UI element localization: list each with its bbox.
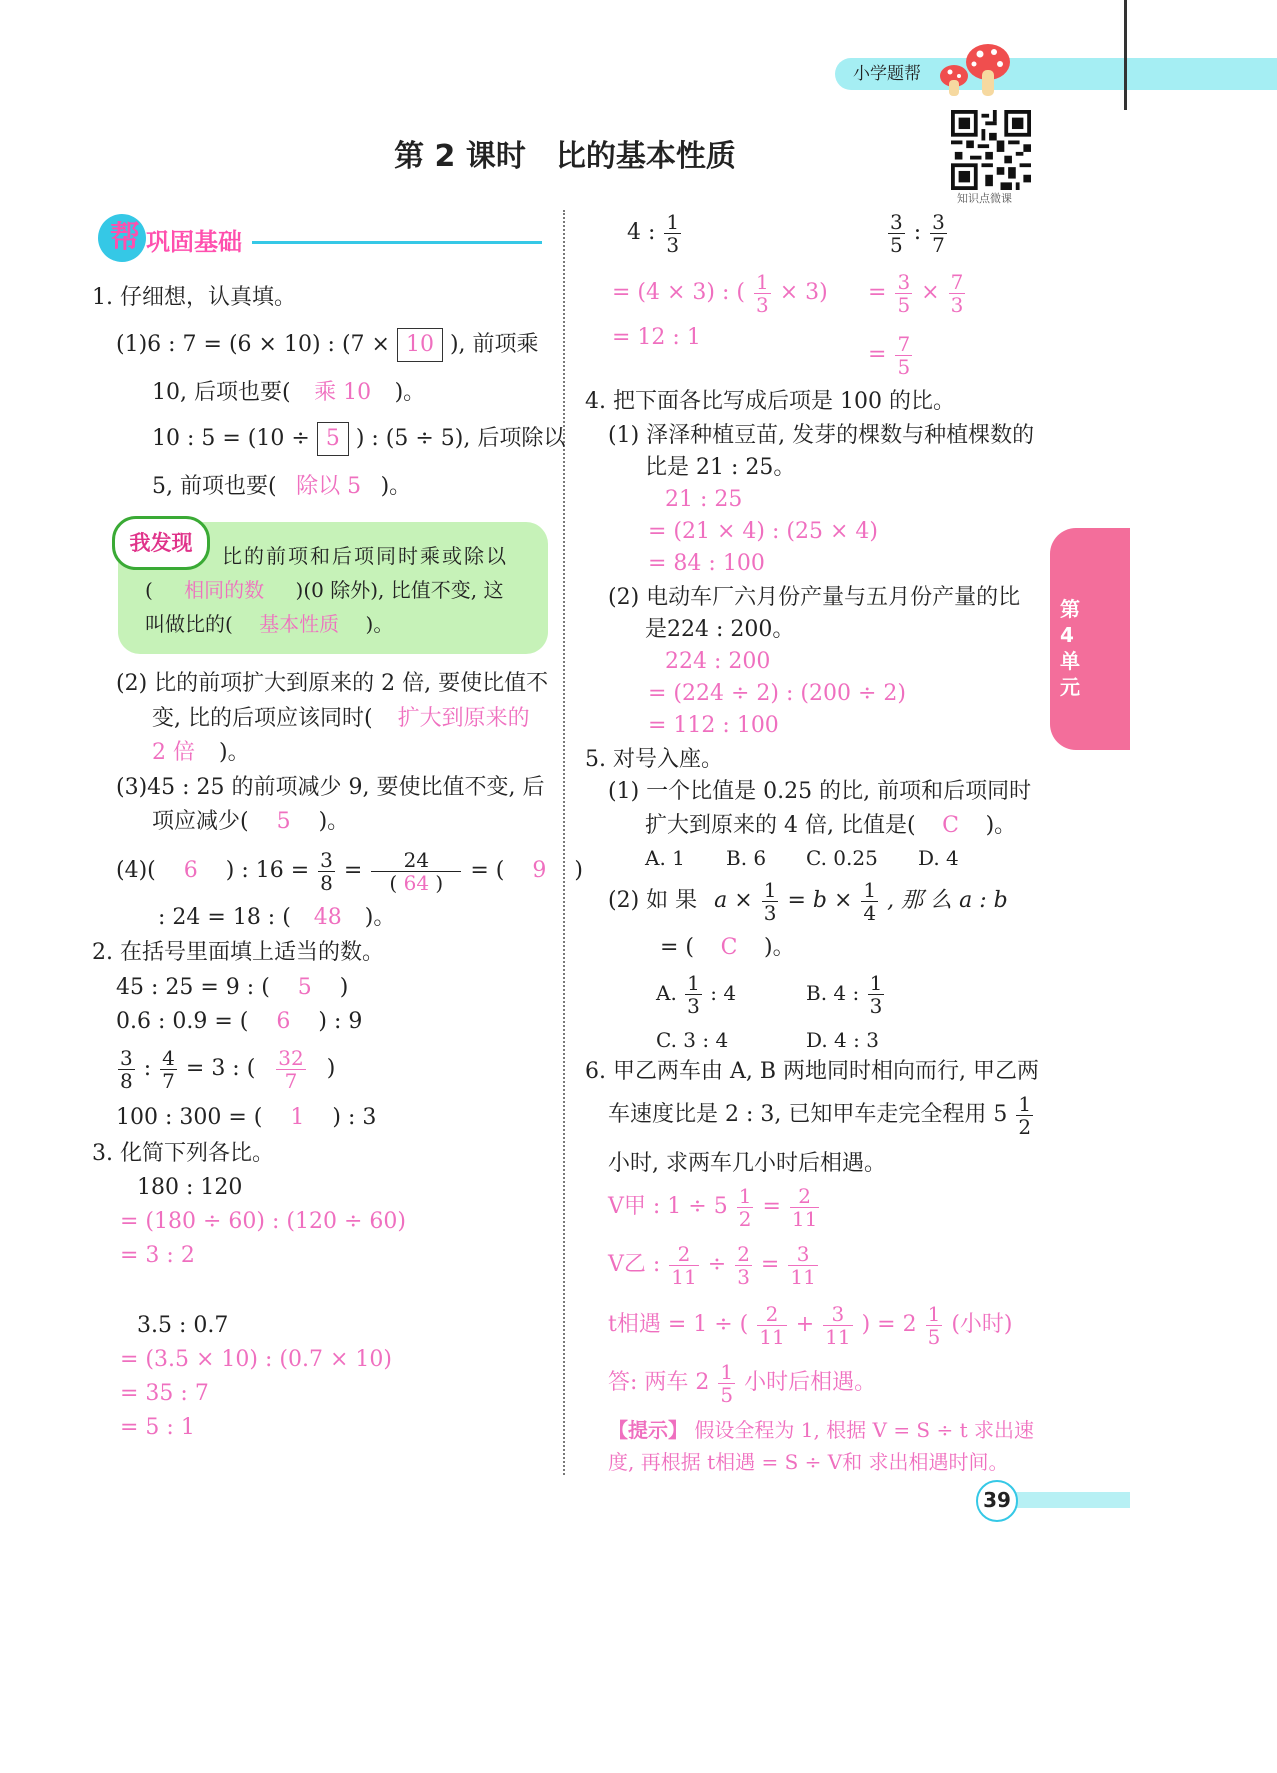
q1-p3-line2 (152, 806, 349, 838)
q3-d-q-frac1 (888, 211, 905, 256)
q1-p4-frac1 (318, 849, 335, 894)
q6-s1-a: V甲 : 1 ÷ 5 (608, 1194, 728, 1219)
q6-ans-frac (718, 1361, 735, 1406)
page-number: 39 (983, 1488, 1011, 1512)
q6-hint-tag: 【提示】 (608, 1418, 688, 1442)
q5-p2-opt-d[interactable]: D. 4 : 3 (806, 1028, 879, 1052)
q6-s3-frac2 (823, 1303, 852, 1348)
q1-p1-line1-b: ), 前项乘 (449, 332, 539, 357)
q6-s1-frac2 (790, 1185, 819, 1230)
q1-p2-line3-b: )。 (219, 740, 250, 765)
q6-s2-eq: = (760, 1252, 780, 1277)
q6-ans-b: 小时后相遇。 (744, 1370, 877, 1395)
q2-r4-a: 100 : 300 = ( (116, 1105, 263, 1130)
discover-line3-b: )。 (365, 612, 394, 636)
q1-p3-line1: (3)45 : 25 的前项减少 9, 要使比值不变, 后 (116, 775, 545, 800)
q6-line2 (608, 1090, 1035, 1140)
q1-p4-ans1[interactable]: 6 (183, 858, 198, 883)
q1-p2-ans-a[interactable]: 扩大到原来的 (397, 706, 530, 731)
q1-p4-ans2[interactable]: 64 (403, 870, 430, 895)
q6-s3-n1: 2 (757, 1303, 786, 1326)
q4-p2-step3: = 112 : 100 (648, 713, 779, 738)
q6-line1: 6. 甲乙两车由 A, B 两地同时相向而行, 甲乙两 (585, 1059, 1039, 1084)
q3-d-s1-d1: 5 (897, 292, 911, 317)
q1-p3-line2-a: 项应减少( (152, 809, 249, 834)
q4-p1-line1: (1) 泽泽种植豆苗, 发芽的棵数与种植棵数的 (608, 423, 1035, 448)
q2-r4-b: ) : 3 (332, 1105, 377, 1130)
q5-stem: 5. 对号入座。 (585, 747, 723, 772)
q6-s3-frac1 (757, 1303, 786, 1348)
q1-p1-line2 (152, 377, 425, 409)
q5-optA-frac (685, 972, 702, 1017)
q5-p2-l2-a: = ( (660, 935, 695, 960)
q3-c-q-d: 3 (666, 232, 680, 257)
q3-d-q-d2: 7 (932, 232, 945, 257)
q6-l2-a: 车速度比是 2 : 3, 已知甲车走完全程用 5 (608, 1102, 1008, 1127)
q2-r3-frac2 (160, 1047, 177, 1092)
q3-c-step2: = 12 : 1 (612, 325, 701, 350)
q6-step1 (608, 1182, 821, 1232)
q4-p1-line2: 比是 21 : 25。 (645, 455, 796, 480)
q3-d-s2-n: 7 (897, 331, 911, 356)
q5-optA-a: A. (656, 981, 677, 1005)
q1-p2-line2-a: 变, 比的后项应该同时( (152, 706, 373, 731)
q4-p1-step3: = 84 : 100 (648, 551, 765, 576)
q1-p2-line1: (2) 比的前项扩大到原来的 2 倍, 要使比值不 (116, 671, 549, 696)
q5-p2-ans[interactable]: C (720, 935, 738, 960)
q1-p1-line2-a: 10, 后项也要( (152, 380, 291, 405)
section-badge-char: 帮 (110, 220, 140, 255)
q4-p2-step2: = (224 ÷ 2) : (200 ÷ 2) (648, 681, 906, 706)
q1-p4-frac1-d: 8 (320, 870, 333, 895)
q6-s2-n1: 2 (669, 1243, 698, 1266)
q3-c-question (627, 208, 683, 258)
q5-p1-opt-c[interactable]: C. 0.25 (806, 846, 878, 870)
q2-r3-b: ) (326, 1056, 336, 1081)
discover-line2 (145, 574, 503, 606)
q4-p2-step1: 224 : 200 (665, 649, 771, 674)
q5-p2-f2d: 4 (863, 900, 877, 925)
q5-p2-line2 (660, 932, 795, 964)
q1-p1-line3 (152, 422, 565, 456)
discover-ans2[interactable]: 基本性质 (259, 612, 340, 636)
q3-c-q-n: 1 (666, 209, 680, 234)
column-divider (563, 210, 565, 1475)
q3-d-q-d1: 5 (890, 232, 903, 257)
q2-r1-a: 45 : 25 = 9 : ( (116, 975, 270, 1000)
q2-r3-a: = 3 : ( (185, 1056, 256, 1081)
q2-row2 (116, 1006, 362, 1038)
q2-stem: 2. 在括号里面填上适当的数。 (92, 940, 384, 965)
q2-r3-f2d: 7 (162, 1068, 175, 1093)
q1-p4-frac2 (371, 849, 461, 894)
discover-line2-a: ( (145, 578, 153, 602)
discover-line3 (145, 608, 393, 640)
q3-d-question (886, 208, 949, 258)
q6-s1-d1: 2 (738, 1206, 752, 1231)
q5-p2-d: , 那 么 a : b (887, 888, 1008, 913)
q5-p1-l2-a: 扩大到原来的 4 倍, 比值是( (645, 813, 916, 838)
q6-s2-d1: 11 (671, 1264, 697, 1289)
q5-p2-b: a × (714, 888, 753, 913)
q1-p3-ans[interactable]: 5 (276, 809, 291, 834)
q1-p4-ans4[interactable]: 48 (313, 905, 342, 930)
discover-tag: 我发现 (112, 516, 210, 570)
q2-r4-ans[interactable]: 1 (290, 1105, 305, 1130)
q5-p1-opt-b[interactable]: B. 6 (726, 846, 767, 870)
q5-p1-line1: (1) 一个比值是 0.25 的比, 前项和后项同时 (608, 779, 1032, 804)
q3-d-s1-frac1 (895, 271, 912, 316)
q6-s2-frac2 (735, 1243, 752, 1288)
q3-d-s1-frac2 (949, 271, 966, 316)
q5-p1-l2-b: )。 (985, 813, 1017, 838)
q5-p1-opt-d[interactable]: D. 4 (918, 846, 959, 870)
q3-c-q-a: 4 : (627, 220, 656, 245)
q2-r2-a: 0.6 : 0.9 = ( (116, 1009, 249, 1034)
q1-p1-line4-a: 5, 前项也要( (152, 474, 277, 499)
q2-r3-frac1 (118, 1047, 135, 1092)
q1-p1-ans1[interactable]: 乘 10 (314, 380, 372, 405)
q1-p1-ans2[interactable]: 除以 5 (296, 474, 362, 499)
q3-c-s1-b: × 3) (779, 280, 828, 305)
q2-row1 (116, 972, 348, 1004)
q2-r1-ans[interactable]: 5 (297, 975, 312, 1000)
q4-p2-line2: 是224 : 200。 (645, 617, 795, 642)
q3-d-s1-n2: 7 (950, 269, 964, 294)
mushroom-icon (938, 40, 1018, 100)
q6-s2-d2: 3 (737, 1264, 750, 1289)
q1-p2-line3 (152, 737, 250, 769)
q6-hint-line2: 度, 再根据 t相遇 = S ÷ V和 求出相遇时间。 (608, 1450, 1009, 1474)
q5-p2-line1 (608, 876, 1008, 926)
q6-ans-n: 1 (720, 1359, 734, 1384)
q4-p1-step2: = (21 × 4) : (25 × 4) (648, 519, 878, 544)
q1-p2-ans-b[interactable]: 2 倍 (152, 740, 195, 765)
q5-p2-f2n: 1 (863, 877, 877, 902)
q6-s3-frac3 (926, 1303, 943, 1348)
q5-optA-n: 1 (687, 971, 700, 995)
q3-d-step2 (868, 330, 914, 380)
q3-a-question: 180 : 120 (137, 1175, 243, 1200)
q2-r1-b: ) (339, 975, 349, 1000)
q3-d-s1-eq: = (868, 280, 887, 305)
q5-p2-a: (2) 如 果 (608, 888, 698, 913)
q1-p1-line1-a: (1)6 : 7 = (6 × 10) : (7 × (116, 332, 390, 357)
q6-s3-plus: + (795, 1312, 815, 1337)
footer-bar (1000, 1492, 1130, 1508)
q6-hint-l1: 假设全程为 1, 根据 V = S ÷ t 求出速 (694, 1418, 1034, 1442)
q3-b-step2: = 35 : 7 (120, 1381, 209, 1406)
q2-r3-f1d: 8 (120, 1068, 133, 1093)
q5-p2-f1n: 1 (763, 877, 777, 902)
q1-stem: 1. 仔细想，认真填。 (92, 285, 296, 310)
q5-optB-a: B. 4 : (806, 981, 860, 1005)
q6-s3-n3: 1 (927, 1301, 941, 1326)
q2-r3-ansd: 7 (284, 1068, 298, 1093)
q1-p1-line4-b: )。 (380, 474, 412, 499)
q1-p4-frac2-dr: ) (435, 870, 444, 895)
q5-optB-d: 3 (869, 994, 883, 1018)
q1-p4-eq: = (343, 858, 363, 883)
q2-r3-colon: : (143, 1056, 152, 1081)
q3-d-s2-d: 5 (897, 354, 911, 379)
qr-caption: 知识点微课 (957, 192, 1012, 205)
q6-s1-n2: 2 (790, 1185, 819, 1208)
q3-d-step1 (868, 268, 967, 318)
q1-p2-line2 (152, 703, 530, 735)
q3-c-q-frac (664, 211, 681, 256)
q6-s2-n3: 3 (788, 1243, 817, 1266)
q1-p1-box1[interactable]: 10 (397, 328, 443, 362)
q6-ans-d: 5 (720, 1382, 734, 1407)
q3-d-q-n1: 3 (890, 209, 903, 234)
q3-stem: 3. 化简下列各比。 (92, 1141, 274, 1166)
q3-b-step3: = 5 : 1 (120, 1415, 195, 1440)
q1-p3-line2-b: )。 (318, 809, 350, 834)
q3-c-s1-a: = (4 × 3) : ( (612, 280, 745, 305)
q3-d-s2-eq: = (868, 342, 887, 367)
q1-p4-b: ) : 16 = (225, 858, 310, 883)
q6-s2-frac1 (669, 1243, 698, 1288)
q6-s2-frac3 (788, 1243, 817, 1288)
q6-s3-c: (小时) (951, 1312, 1013, 1337)
q3-d-q-frac2 (930, 211, 947, 256)
q1-p1-line4 (152, 471, 411, 503)
q6-l2-frac (1016, 1093, 1033, 1138)
q5-p2-f1d: 3 (763, 900, 777, 925)
q3-c-s1-frac (754, 271, 771, 316)
q3-c-s1-n: 1 (756, 269, 769, 294)
discover-line2-b: )(0 除外), 比值不变, 这 (295, 578, 504, 602)
q1-p4-frac1-n: 3 (320, 847, 333, 872)
q1-p1-box2[interactable]: 5 (317, 422, 349, 456)
q6-s3-d2: 11 (825, 1324, 851, 1349)
discover-line3-a: 叫做比的( (145, 612, 233, 636)
q5-p2-c: = b × (787, 888, 853, 913)
header-right-line (1124, 0, 1127, 110)
q1-p4-frac2-n: 24 (371, 849, 461, 872)
q2-r3-ans[interactable] (276, 1047, 305, 1092)
q6-s2-div: ÷ (707, 1252, 727, 1277)
discover-line1: 比的前项和后项同时乘或除以 (222, 544, 508, 568)
q5-p2-l2-b: )。 (764, 935, 795, 960)
q5-p1-line2 (645, 810, 1016, 842)
q5-p1-ans[interactable]: C (942, 813, 959, 838)
q6-s1-n1: 1 (738, 1183, 752, 1208)
q2-r3-f1n: 3 (120, 1045, 133, 1070)
q5-p1-opt-a[interactable]: A. 1 (645, 846, 685, 870)
q3-d-s1-n1: 3 (897, 269, 911, 294)
q3-a-step2: = 3 : 2 (120, 1243, 195, 1268)
q6-s2-n2: 2 (737, 1241, 750, 1266)
q6-s3-d3: 5 (927, 1324, 941, 1349)
q6-s1-frac1 (737, 1185, 754, 1230)
brand-label: 小学题帮 (853, 64, 921, 84)
q1-p1-line2-b: )。 (394, 380, 426, 405)
page-title: 第 2 课时 比的基本性质 (394, 139, 736, 174)
q6-hint-line1 (608, 1414, 1034, 1446)
q6-s3-d1: 11 (759, 1324, 785, 1349)
q6-step3 (608, 1300, 1013, 1350)
q2-r3-ansn: 32 (278, 1045, 304, 1070)
q5-p2-frac1 (762, 879, 779, 924)
section-title: 巩固基础 (146, 228, 242, 256)
q4-stem: 4. 把下面各比写成后项是 100 的比。 (585, 389, 955, 414)
q1-p1-line1 (116, 328, 539, 362)
q6-s3-n2: 3 (823, 1303, 852, 1326)
q6-step2 (608, 1240, 820, 1290)
q1-p4-l2-a: : 24 = 18 : ( (158, 905, 291, 930)
q1-p1-line3-b: ) : (5 ÷ 5), 后项除以 (355, 426, 566, 451)
q6-s3-b: ) = 2 (861, 1312, 917, 1337)
q2-r3-f2n: 4 (162, 1045, 175, 1070)
unit-tab-label: 第4单元 (1060, 597, 1080, 699)
q1-p4-a: (4)( (116, 858, 156, 883)
q5-p2-opt-a[interactable] (656, 968, 736, 1018)
q3-d-s1-d2: 3 (950, 292, 964, 317)
discover-ans1[interactable]: 相同的数 (184, 578, 265, 602)
q1-p4-ans3[interactable]: 9 (532, 858, 547, 883)
q1-p4-line2 (158, 902, 395, 934)
q6-l2-n: 1 (1018, 1091, 1032, 1116)
q2-row3 (116, 1044, 335, 1094)
q3-c-s1-d: 3 (756, 292, 769, 317)
q3-d-q-n2: 3 (932, 209, 945, 234)
q1-p4-c: = ( (470, 858, 505, 883)
q5-optB-n: 1 (869, 971, 883, 995)
q6-s2-d3: 11 (790, 1264, 816, 1289)
q3-b-question: 3.5 : 0.7 (137, 1313, 229, 1338)
q1-p4-d: ) (574, 858, 583, 883)
q6-line3: 小时, 求两车几小时后相遇。 (608, 1151, 886, 1176)
q6-s1-d2: 11 (791, 1206, 818, 1231)
q1-p4-line1 (116, 846, 583, 896)
q4-p1-step1: 21 : 25 (665, 487, 743, 512)
q6-s1-eq: = (762, 1194, 781, 1219)
q6-answer (608, 1358, 876, 1408)
q3-d-s1-x: × (921, 280, 940, 305)
q2-r2-ans[interactable]: 6 (276, 1009, 291, 1034)
q3-a-step1: = (180 ÷ 60) : (120 ÷ 60) (120, 1209, 406, 1234)
q2-row4 (116, 1102, 376, 1134)
q6-s3-a: t相遇 = 1 ÷ ( (608, 1312, 749, 1337)
q2-r2-b: ) : 9 (318, 1009, 363, 1034)
q3-d-s2-frac (895, 333, 912, 378)
q3-c-step1 (612, 268, 828, 318)
q5-p2-opt-b[interactable] (806, 968, 886, 1018)
q5-optB-frac (868, 972, 885, 1017)
q3-d-q-colon: : (913, 220, 922, 245)
q5-optA-b: : 4 (710, 981, 737, 1005)
q1-p1-line3-a: 10 : 5 = (10 ÷ (152, 426, 310, 451)
q6-ans-a: 答: 两车 2 (608, 1370, 710, 1395)
q1-p4-l2-b: )。 (364, 905, 396, 930)
section-underline (252, 241, 542, 244)
q5-p2-frac2 (861, 879, 878, 924)
q5-p2-opt-c[interactable]: C. 3 : 4 (656, 1028, 729, 1052)
q6-l2-d: 2 (1018, 1114, 1032, 1139)
q3-b-step1: = (3.5 × 10) : (0.7 × 10) (120, 1347, 392, 1372)
q1-p4-frac2-dl: ( (389, 870, 398, 895)
q6-s2-a: V乙 : (608, 1252, 661, 1277)
q4-p2-line1: (2) 电动车厂六月份产量与五月份产量的比 (608, 585, 1021, 610)
q5-optA-d: 3 (687, 994, 700, 1018)
